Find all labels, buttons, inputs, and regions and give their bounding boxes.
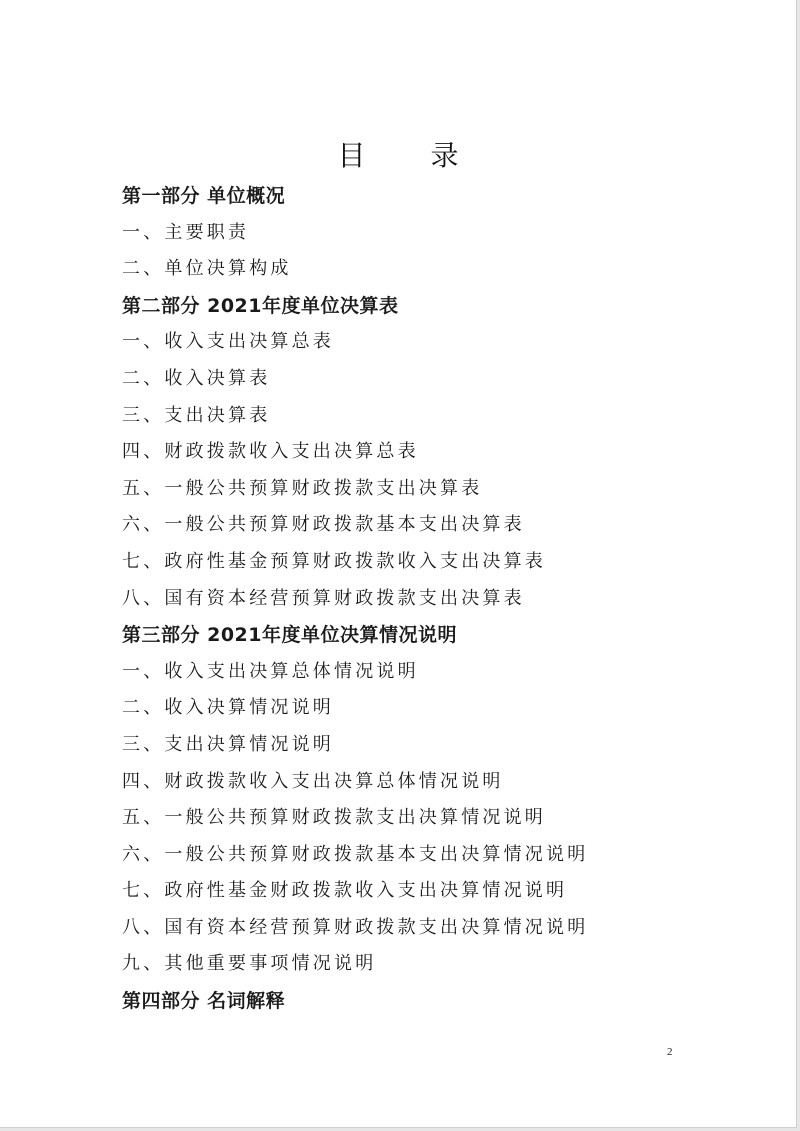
- page-number: 2: [667, 1046, 673, 1058]
- toc-item: 一、收入支出决算总体情况说明: [122, 660, 419, 682]
- toc-part-2-heading: 第二部分 2021年度单位决算表: [122, 294, 399, 317]
- table-of-contents: [122, 178, 682, 1020]
- toc-item: 九、其他重要事项情况说明: [122, 953, 377, 975]
- toc-item: 七、政府性基金财政拨款收入支出决算情况说明: [122, 880, 568, 902]
- toc-item: 七、政府性基金预算财政拨款收入支出决算表: [122, 550, 546, 572]
- toc-item: 二、收入决算表: [122, 367, 271, 389]
- toc-part-3-heading: 第三部分 2021年度单位决算情况说明: [122, 624, 457, 647]
- page-title: 目 录: [337, 139, 487, 172]
- toc-part-4-heading: 第四部分 名词解释: [122, 990, 286, 1013]
- toc-item: 三、支出决算情况说明: [122, 733, 334, 755]
- toc-item: 六、一般公共预算财政拨款基本支出决算情况说明: [122, 843, 589, 865]
- toc-item: 一、收入支出决算总表: [122, 331, 334, 353]
- toc-item: 二、收入决算情况说明: [122, 697, 334, 719]
- toc-item: 五、一般公共预算财政拨款支出决算表: [122, 477, 483, 499]
- toc-item: 四、财政拨款收入支出决算总体情况说明: [122, 770, 504, 792]
- toc-item: 五、一般公共预算财政拨款支出决算情况说明: [122, 807, 546, 829]
- toc-item: 一、主要职责: [122, 221, 250, 243]
- toc-item: 三、支出决算表: [122, 404, 271, 426]
- toc-item: 八、国有资本经营预算财政拨款支出决算情况说明: [122, 916, 589, 938]
- toc-item: 六、一般公共预算财政拨款基本支出决算表: [122, 514, 525, 536]
- toc-item: 八、国有资本经营预算财政拨款支出决算表: [122, 587, 525, 609]
- toc-item: 二、单位决算构成: [122, 258, 292, 280]
- toc-item: 四、财政拨款收入支出决算总表: [122, 441, 419, 463]
- toc-part-1-heading: 第一部分 单位概况: [122, 185, 286, 207]
